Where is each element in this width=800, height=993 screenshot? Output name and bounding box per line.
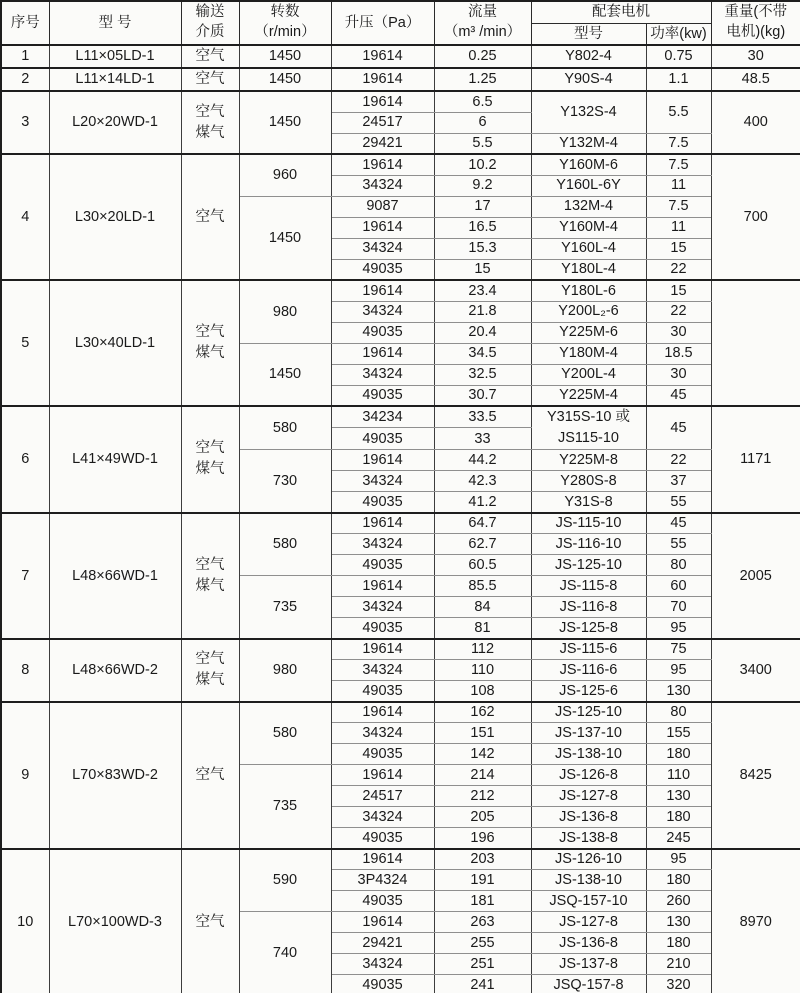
cell-pressure: 34324	[331, 364, 434, 385]
cell-medium: 空气 煤气	[181, 639, 239, 702]
cell-motor-model: JS-138-10	[531, 870, 646, 891]
cell-flow: 20.4	[434, 322, 531, 343]
cell-motor-power: 22	[646, 301, 711, 322]
cell-pressure: 49035	[331, 618, 434, 639]
cell-flow: 10.2	[434, 154, 531, 175]
cell-pressure: 19614	[331, 639, 434, 660]
cell-medium: 空气	[181, 849, 239, 993]
header-medium-line2: 介质	[195, 24, 225, 40]
cell-motor-model: JS-125-6	[531, 681, 646, 702]
cell-model: L30×40LD-1	[49, 280, 181, 406]
cell-pressure: 49035	[331, 681, 434, 702]
cell-flow: 60.5	[434, 555, 531, 576]
cell-speed: 580	[239, 702, 331, 765]
cell-motor-model: JS-115-6	[531, 639, 646, 660]
cell-medium: 空气	[181, 702, 239, 849]
cell-pressure: 19614	[331, 280, 434, 301]
cell-motor-power: 7.5	[646, 133, 711, 154]
cell-pressure: 19614	[331, 702, 434, 723]
cell-flow: 64.7	[434, 513, 531, 534]
cell-flow: 255	[434, 933, 531, 954]
cell-speed: 735	[239, 576, 331, 639]
cell-medium: 空气 煤气	[181, 406, 239, 513]
cell-medium: 空气	[181, 68, 239, 91]
cell-pressure: 34324	[331, 534, 434, 555]
cell-flow: 34.5	[434, 343, 531, 364]
cell-pressure: 19614	[331, 912, 434, 933]
cell-flow: 21.8	[434, 301, 531, 322]
header-weight-line1: 重量(不带	[724, 4, 788, 21]
cell-speed: 1450	[239, 68, 331, 91]
cell-seq: 9	[1, 702, 49, 849]
cell-motor-model: Y132S-4	[531, 91, 646, 133]
header-medium	[181, 1, 239, 45]
cell-motor-model: JS-115-10	[531, 513, 646, 534]
cell-pressure: 34324	[331, 471, 434, 492]
cell-motor-power: 30	[646, 364, 711, 385]
cell-motor-power: 130	[646, 786, 711, 807]
table-row	[1, 513, 800, 534]
cell-pressure: 29421	[331, 133, 434, 154]
cell-flow: 203	[434, 849, 531, 870]
cell-speed: 980	[239, 280, 331, 343]
cell-flow: 85.5	[434, 576, 531, 597]
cell-motor-power: 7.5	[646, 154, 711, 175]
cell-motor-power: 95	[646, 849, 711, 870]
cell-motor-model: Y225M-4	[531, 385, 646, 406]
cell-pressure: 34234	[331, 406, 434, 428]
cell-pressure: 3P4324	[331, 870, 434, 891]
cell-motor-power: 30	[646, 322, 711, 343]
cell-pressure: 19614	[331, 765, 434, 786]
cell-motor-model: JS-125-10	[531, 702, 646, 723]
cell-pressure: 34324	[331, 807, 434, 828]
cell-model: L48×66WD-2	[49, 639, 181, 702]
cell-motor-model: JS-136-8	[531, 807, 646, 828]
cell-weight	[711, 280, 800, 406]
header-weight	[711, 1, 800, 45]
cell-motor-power: 180	[646, 807, 711, 828]
cell-seq: 7	[1, 513, 49, 639]
cell-flow: 241	[434, 975, 531, 993]
cell-motor-power: 210	[646, 954, 711, 975]
cell-motor-power: 55	[646, 492, 711, 513]
cell-speed: 980	[239, 639, 331, 702]
cell-motor-power: 245	[646, 828, 711, 849]
cell-pressure: 19614	[331, 217, 434, 238]
cell-motor-power: 15	[646, 280, 711, 301]
cell-speed: 1450	[239, 45, 331, 68]
cell-pressure: 19614	[331, 849, 434, 870]
cell-medium: 空气 煤气	[181, 280, 239, 406]
cell-flow: 162	[434, 702, 531, 723]
cell-pressure: 9087	[331, 196, 434, 217]
cell-flow: 6.5	[434, 91, 531, 112]
cell-speed: 1450	[239, 343, 331, 406]
cell-model: L41×49WD-1	[49, 406, 181, 513]
cell-weight: 30	[711, 45, 800, 68]
cell-motor-model: Y90S-4	[531, 68, 646, 91]
cell-motor-power: 130	[646, 681, 711, 702]
cell-seq: 8	[1, 639, 49, 702]
cell-flow: 251	[434, 954, 531, 975]
cell-flow: 33.5	[434, 406, 531, 428]
cell-speed: 580	[239, 513, 331, 576]
cell-pressure: 49035	[331, 975, 434, 993]
cell-motor-power: 45	[646, 513, 711, 534]
cell-motor-power: 1.1	[646, 68, 711, 91]
cell-motor-model: JS-137-8	[531, 954, 646, 975]
cell-flow: 5.5	[434, 133, 531, 154]
header-model: 型 号	[49, 1, 181, 45]
header-seq: 序号	[1, 1, 49, 45]
cell-motor-model: JS-116-10	[531, 534, 646, 555]
cell-flow: 142	[434, 744, 531, 765]
cell-motor-power: 320	[646, 975, 711, 993]
cell-flow: 196	[434, 828, 531, 849]
cell-weight: 2005	[711, 513, 800, 639]
table-row	[1, 154, 800, 175]
cell-motor-model: JS-138-8	[531, 828, 646, 849]
cell-pressure: 19614	[331, 343, 434, 364]
cell-weight: 48.5	[711, 68, 800, 91]
cell-motor-model: JS-126-8	[531, 765, 646, 786]
cell-seq: 1	[1, 45, 49, 68]
cell-motor-model: JS-127-8	[531, 786, 646, 807]
cell-motor-model: JS-125-10	[531, 555, 646, 576]
cell-flow: 110	[434, 660, 531, 681]
header-flow-line1: 流量	[468, 4, 497, 21]
cell-seq: 5	[1, 280, 49, 406]
cell-motor-power: 260	[646, 891, 711, 912]
cell-flow: 33	[434, 428, 531, 450]
header-flow-line2: （m³ /min）	[443, 24, 522, 40]
header-motor-group: 配套电机	[531, 1, 711, 23]
cell-pressure: 19614	[331, 68, 434, 91]
cell-speed: 735	[239, 765, 331, 849]
cell-pressure: 34324	[331, 723, 434, 744]
header-motor-power: 功率(kw)	[646, 23, 711, 45]
cell-motor-model: Y315S-10 或 JS115-10	[531, 406, 646, 450]
cell-pressure: 49035	[331, 555, 434, 576]
header-weight-line2: 电机)(kg)	[726, 24, 786, 40]
cell-pressure: 49035	[331, 744, 434, 765]
cell-flow: 214	[434, 765, 531, 786]
cell-flow: 0.25	[434, 45, 531, 68]
cell-weight: 400	[711, 91, 800, 154]
table-row	[1, 68, 800, 91]
cell-flow: 42.3	[434, 471, 531, 492]
cell-speed: 740	[239, 912, 331, 993]
cell-flow: 108	[434, 681, 531, 702]
cell-pressure: 34324	[331, 597, 434, 618]
cell-pressure: 49035	[331, 891, 434, 912]
cell-seq: 4	[1, 154, 49, 280]
cell-motor-power: 95	[646, 660, 711, 681]
cell-motor-model: Y180L-6	[531, 280, 646, 301]
cell-motor-model: Y180L-4	[531, 259, 646, 280]
table-row	[1, 406, 800, 428]
cell-motor-model: Y160M-6	[531, 154, 646, 175]
cell-motor-model: Y180M-4	[531, 343, 646, 364]
table-row	[1, 280, 800, 301]
cell-pressure: 49035	[331, 492, 434, 513]
cell-motor-model: Y31S-8	[531, 492, 646, 513]
cell-pressure: 19614	[331, 154, 434, 175]
cell-motor-power: 110	[646, 765, 711, 786]
cell-motor-model: JS-137-10	[531, 723, 646, 744]
cell-flow: 9.2	[434, 175, 531, 196]
cell-model: L70×83WD-2	[49, 702, 181, 849]
cell-motor-model: JS-136-8	[531, 933, 646, 954]
cell-flow: 205	[434, 807, 531, 828]
cell-seq: 10	[1, 849, 49, 993]
cell-motor-power: 55	[646, 534, 711, 555]
cell-flow: 191	[434, 870, 531, 891]
cell-pressure: 34324	[331, 238, 434, 259]
table-row	[1, 91, 800, 112]
cell-motor-power: 18.5	[646, 343, 711, 364]
cell-motor-model: JS-115-8	[531, 576, 646, 597]
cell-flow: 30.7	[434, 385, 531, 406]
cell-motor-power: 130	[646, 912, 711, 933]
cell-motor-model: Y802-4	[531, 45, 646, 68]
cell-motor-model: Y200L₂-6	[531, 301, 646, 322]
cell-pressure: 34324	[331, 954, 434, 975]
cell-weight: 8970	[711, 849, 800, 993]
cell-motor-model: 132M-4	[531, 196, 646, 217]
cell-flow: 16.5	[434, 217, 531, 238]
cell-model: L11×05LD-1	[49, 45, 181, 68]
cell-motor-model: JSQ-157-8	[531, 975, 646, 993]
cell-motor-power: 5.5	[646, 91, 711, 133]
cell-pressure: 19614	[331, 576, 434, 597]
cell-flow: 112	[434, 639, 531, 660]
cell-speed: 960	[239, 154, 331, 196]
cell-motor-model: Y132M-4	[531, 133, 646, 154]
cell-speed: 1450	[239, 196, 331, 280]
cell-flow: 15.3	[434, 238, 531, 259]
cell-model: L30×20LD-1	[49, 154, 181, 280]
cell-speed: 590	[239, 849, 331, 912]
cell-weight: 700	[711, 154, 800, 280]
cell-pressure: 49035	[331, 428, 434, 450]
cell-model: L48×66WD-1	[49, 513, 181, 639]
cell-flow: 62.7	[434, 534, 531, 555]
cell-motor-model: JS-127-8	[531, 912, 646, 933]
cell-pressure: 19614	[331, 513, 434, 534]
cell-flow: 6	[434, 112, 531, 133]
cell-flow: 81	[434, 618, 531, 639]
cell-speed: 580	[239, 406, 331, 450]
cell-pressure: 19614	[331, 45, 434, 68]
cell-motor-model: JS-138-10	[531, 744, 646, 765]
cell-flow: 44.2	[434, 450, 531, 471]
cell-motor-power: 180	[646, 744, 711, 765]
table-row	[1, 45, 800, 68]
cell-motor-model: JS-125-8	[531, 618, 646, 639]
cell-model: L11×14LD-1	[49, 68, 181, 91]
cell-flow: 17	[434, 196, 531, 217]
cell-motor-power: 75	[646, 639, 711, 660]
cell-pressure: 19614	[331, 91, 434, 112]
cell-flow: 84	[434, 597, 531, 618]
cell-speed: 730	[239, 450, 331, 513]
cell-flow: 41.2	[434, 492, 531, 513]
cell-motor-power: 37	[646, 471, 711, 492]
cell-weight: 8425	[711, 702, 800, 849]
cell-motor-power: 15	[646, 238, 711, 259]
cell-motor-power: 45	[646, 385, 711, 406]
cell-pressure: 49035	[331, 385, 434, 406]
cell-flow: 212	[434, 786, 531, 807]
cell-pressure: 24517	[331, 786, 434, 807]
cell-motor-model: Y200L-4	[531, 364, 646, 385]
cell-weight: 1171	[711, 406, 800, 513]
cell-pressure: 34324	[331, 660, 434, 681]
cell-motor-power: 180	[646, 933, 711, 954]
cell-motor-power: 22	[646, 450, 711, 471]
cell-motor-power: 180	[646, 870, 711, 891]
header-speed	[239, 1, 331, 45]
cell-seq: 2	[1, 68, 49, 91]
cell-pressure: 34324	[331, 301, 434, 322]
cell-medium: 空气	[181, 45, 239, 68]
cell-motor-power: 80	[646, 555, 711, 576]
cell-flow: 1.25	[434, 68, 531, 91]
cell-seq: 3	[1, 91, 49, 154]
cell-pressure: 29421	[331, 933, 434, 954]
cell-pressure: 49035	[331, 322, 434, 343]
table-header	[1, 1, 800, 45]
cell-weight: 3400	[711, 639, 800, 702]
header-pressure: 升压（Pa）	[331, 1, 434, 45]
cell-motor-power: 22	[646, 259, 711, 280]
cell-model: L20×20WD-1	[49, 91, 181, 154]
header-flow	[434, 1, 531, 45]
cell-flow: 151	[434, 723, 531, 744]
cell-motor-model: Y160M-4	[531, 217, 646, 238]
cell-motor-power: 60	[646, 576, 711, 597]
header-speed-line1: 转数	[270, 4, 300, 21]
cell-motor-model: JS-116-6	[531, 660, 646, 681]
cell-pressure: 19614	[331, 450, 434, 471]
cell-speed: 1450	[239, 91, 331, 154]
cell-seq: 6	[1, 406, 49, 513]
cell-motor-power: 11	[646, 217, 711, 238]
cell-motor-model: Y160L-6Y	[531, 175, 646, 196]
cell-flow: 23.4	[434, 280, 531, 301]
cell-flow: 15	[434, 259, 531, 280]
cell-motor-power: 155	[646, 723, 711, 744]
header-medium-line1: 输送	[195, 4, 225, 21]
cell-model: L70×100WD-3	[49, 849, 181, 993]
table-row	[1, 702, 800, 723]
cell-motor-model: JS-126-10	[531, 849, 646, 870]
cell-medium: 空气 煤气	[181, 91, 239, 154]
cell-motor-power: 80	[646, 702, 711, 723]
cell-pressure: 34324	[331, 175, 434, 196]
cell-pressure: 49035	[331, 259, 434, 280]
cell-medium: 空气	[181, 154, 239, 280]
cell-flow: 32.5	[434, 364, 531, 385]
cell-flow: 181	[434, 891, 531, 912]
table-row	[1, 849, 800, 870]
cell-motor-model: Y280S-8	[531, 471, 646, 492]
cell-motor-power: 45	[646, 406, 711, 450]
header-speed-line2: （r/min）	[254, 24, 316, 40]
cell-motor-power: 95	[646, 618, 711, 639]
cell-motor-model: JSQ-157-10	[531, 891, 646, 912]
cell-pressure: 49035	[331, 828, 434, 849]
cell-motor-model: JS-116-8	[531, 597, 646, 618]
cell-motor-power: 7.5	[646, 196, 711, 217]
cell-motor-power: 0.75	[646, 45, 711, 68]
cell-motor-model: Y160L-4	[531, 238, 646, 259]
table-body	[1, 45, 800, 993]
cell-flow: 263	[434, 912, 531, 933]
header-motor-model: 型号	[531, 23, 646, 45]
cell-motor-model: Y225M-6	[531, 322, 646, 343]
cell-motor-model: Y225M-8	[531, 450, 646, 471]
cell-motor-power: 11	[646, 175, 711, 196]
cell-pressure: 24517	[331, 112, 434, 133]
table-row	[1, 639, 800, 660]
cell-medium: 空气 煤气	[181, 513, 239, 639]
cell-motor-power: 70	[646, 597, 711, 618]
